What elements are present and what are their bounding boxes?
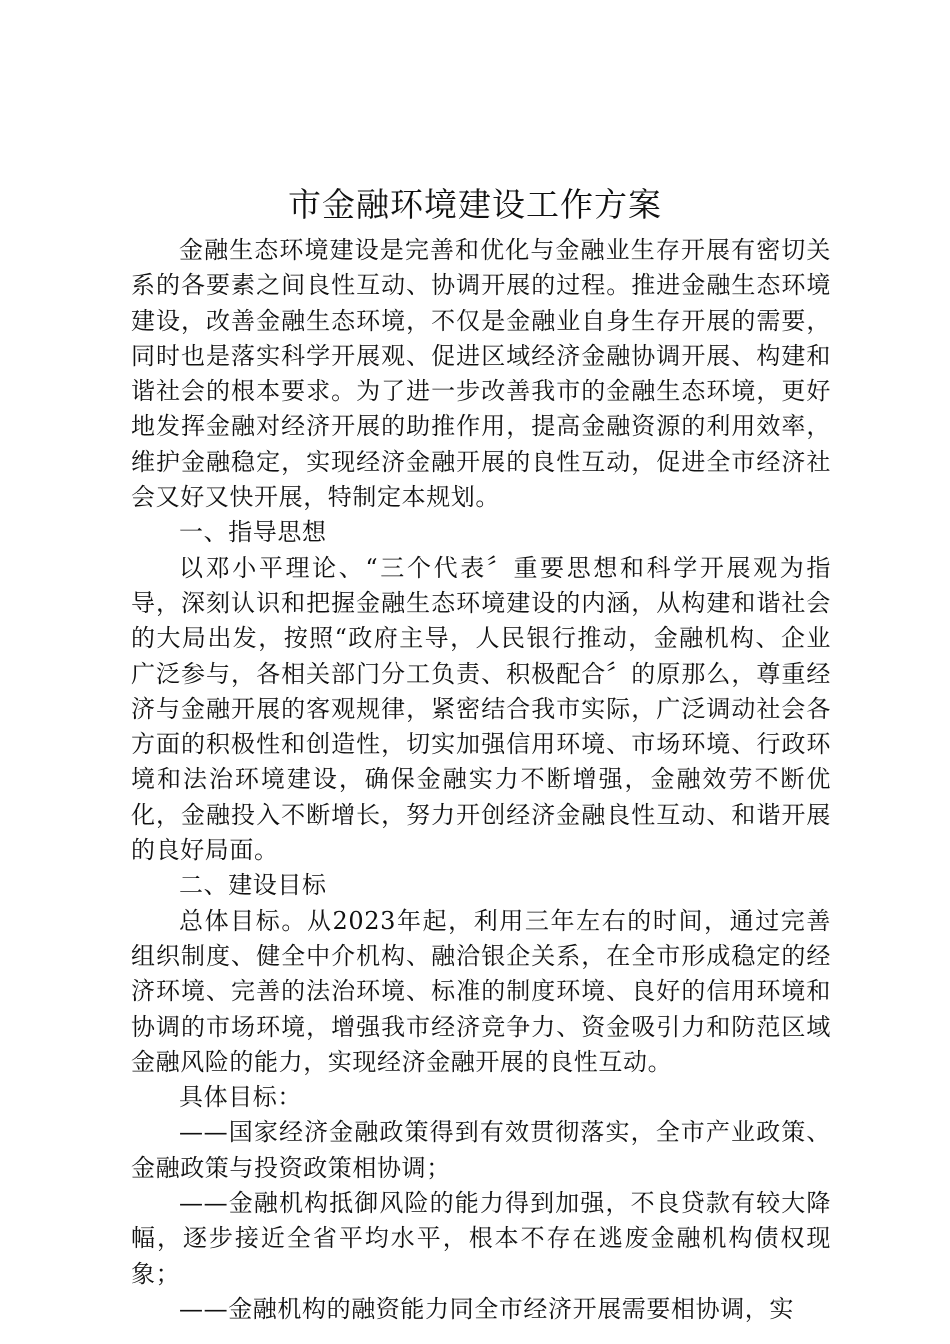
specific-goals-label: 具体目标： [179,1083,302,1112]
intro-paragraph: 金融生态环境建设是完善和优化与金融业生存开展有密切关系的各要素之间良性互动、协调开展的过程。推进金融生态环境建设，改善金融生态环境，不仅是金融业自身生存开展的需要，同时也是落实科学开展观、促进区域经济金融协调开展、构建和谐社会的根本要求。为了进一步改善我市的金融生态环境，更好地发挥金融对经济开展的助推作用，提高金融资源的利用效率，维护金融稳定，实现经济金融开展的良性互动，促进全市经济社会又好又快开展，特制定本规划。 [131,236,831,512]
guiding-ideology-paragraph: 以邓小平理论、“三个代表〞重要思想和科学开展观为指导，深刻认识和把握金融生态环境建设的内涵，从构建和谐社会的大局出发，按照“政府主导，人民银行推动，金融机构、企业广泛参与，各相关部门分工负责、积极配合〞的原那么，尊重经济与金融开展的客观规律，紧密结合我市实际，广泛调动社会各方面的积极性和创造性，切实加强信用环境、市场环境、行政环境和法治环境建设，确保金融实力不断增强，金融效劳不断优化，金融投入不断增长，努力开创经济金融良性互动、和谐开展的良好局面。 [131,553,831,865]
specific-goal-item: ——国家经济金融政策得到有效贯彻落实，全市产业政策、金融政策与投资政策相协调； [131,1118,831,1182]
overall-goal-paragraph: 总体目标。从2023年起，利用三年左右的时间，通过完善组织制度、健全中介机构、融洽银企关系，在全市形成稳定的经济环境、完善的法治环境、标准的制度环境、良好的信用环境和协调的市场环境，增强我市经济竞争力、资金吸引力和防范区域金融风险的能力，实现经济金融开展的良性互动。 [131,906,831,1076]
specific-goal-item: ——金融机构抵御风险的能力得到加强，不良贷款有较大降幅，逐步接近全省平均水平，根本不存在逃废金融机构债权现象； [131,1189,831,1288]
section-heading-guiding-ideology: 一、指导思想 [179,518,327,547]
section-heading-construction-goals: 二、建设目标 [179,871,327,900]
specific-goal-item: ——金融机构的融资能力同全市经济开展需要相协调，实 [179,1294,794,1323]
document-title: 市金融环境建设工作方案 [288,185,662,224]
document-body [131,233,831,1327]
